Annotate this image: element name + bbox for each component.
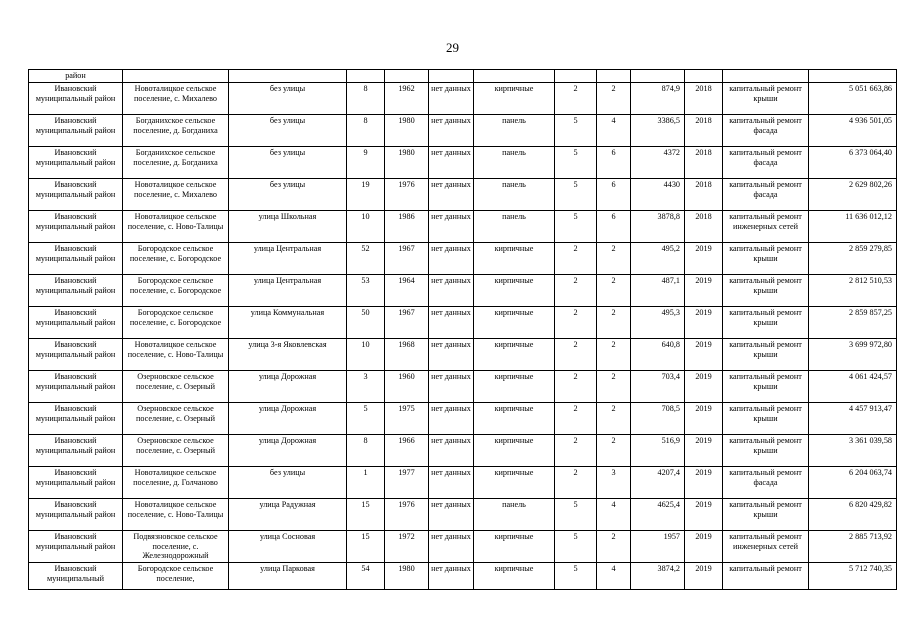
cell-settlement: Богородское сельское поселение,: [123, 563, 229, 590]
cell-wall-material: кирпичные: [474, 339, 555, 371]
cell-area: 640,8: [631, 339, 685, 371]
cell-house-number: 15: [347, 531, 385, 563]
cell-cost: 5 712 740,35: [809, 563, 897, 590]
table-row: [29, 179, 897, 211]
cell-area: 3874,2: [631, 563, 685, 590]
cell-floors: 2: [555, 243, 597, 275]
cell-settlement: Озерновское сельское поселение, с. Озерный: [123, 371, 229, 403]
cell-wall-material: кирпичные: [474, 243, 555, 275]
cell-entrances: 6: [597, 179, 631, 211]
cell-build-year: 1976: [385, 179, 429, 211]
cell-category: нет данных: [429, 403, 474, 435]
cell-house-number: 50: [347, 307, 385, 339]
cell-build-year: 1986: [385, 211, 429, 243]
cell-build-year: 1967: [385, 243, 429, 275]
cell-works-type: капитальный ремонт крыши: [723, 371, 809, 403]
cell-cost: 2 859 279,85: [809, 243, 897, 275]
cell-wall-material: панель: [474, 499, 555, 531]
cell-category: нет данных: [429, 83, 474, 115]
cell-area: 4372: [631, 147, 685, 179]
cell-wall-material: кирпичные: [474, 531, 555, 563]
cell-plan-year: 2018: [685, 147, 723, 179]
cell-district: Ивановский муниципальный район: [29, 115, 123, 147]
table-row: [29, 147, 897, 179]
cell-works-type: капитальный ремонт крыши: [723, 275, 809, 307]
cell-district: Ивановский муниципальный район: [29, 307, 123, 339]
cell-entrances: 3: [597, 467, 631, 499]
cell-works-type: капитальный ремонт фасада: [723, 467, 809, 499]
cell-district: Ивановский муниципальный район: [29, 467, 123, 499]
cell-category: нет данных: [429, 467, 474, 499]
table-row-continued: [29, 70, 897, 83]
cell-plan-year: 2019: [685, 531, 723, 563]
cell-works-type: капитальный ремонт крыши: [723, 403, 809, 435]
cell-settlement: Богданихское сельское поселение, д. Богданиха: [123, 147, 229, 179]
cell-street: улица Школьная: [229, 211, 347, 243]
cell-district: Ивановский муниципальный район: [29, 371, 123, 403]
table-row: [29, 211, 897, 243]
cell-settlement: Новоталицкое сельское поселение, с. Михалево: [123, 83, 229, 115]
cell-works-type: капитальный ремонт инженерных сетей: [723, 211, 809, 243]
cell-floors: 2: [555, 275, 597, 307]
cell-plan-year: 2019: [685, 371, 723, 403]
cell-house-number: 8: [347, 115, 385, 147]
cell-cost: 6 820 429,82: [809, 499, 897, 531]
table-row: [29, 403, 897, 435]
cell-floors: 2: [555, 83, 597, 115]
cell-plan-year: 2018: [685, 115, 723, 147]
cell-category: нет данных: [429, 211, 474, 243]
cell-plan-year: 2019: [685, 243, 723, 275]
cell-build-year: 1980: [385, 563, 429, 590]
cell-settlement: Подвязновское сельское поселение, с. Железнодорожный: [123, 531, 229, 563]
cell-entrances: 2: [597, 275, 631, 307]
cell-area: 708,5: [631, 403, 685, 435]
table-row: [29, 307, 897, 339]
cell-settlement: Озерновское сельское поселение, с. Озерный: [123, 435, 229, 467]
cell-street: улица 3-я Яковлевская: [229, 339, 347, 371]
cell-house-number: 52: [347, 243, 385, 275]
cell-house-number: 10: [347, 211, 385, 243]
table-row: [29, 243, 897, 275]
cell-cost: 6 204 063,74: [809, 467, 897, 499]
cell-entrances: 2: [597, 531, 631, 563]
cell-cost: 4 936 501,05: [809, 115, 897, 147]
cell-cost: 4 061 424,57: [809, 371, 897, 403]
cell-plan-year: 2019: [685, 467, 723, 499]
cell-wall-material: кирпичные: [474, 371, 555, 403]
table-row: [29, 371, 897, 403]
cell-floors: 5: [555, 147, 597, 179]
cell-settlement: Богородское сельское поселение, с. Богородское: [123, 275, 229, 307]
cell-cost: 5 051 663,86: [809, 83, 897, 115]
cell-house-number: 53: [347, 275, 385, 307]
cell-settlement: Озерновское сельское поселение, с. Озерный: [123, 403, 229, 435]
cell-cost: 2 859 857,25: [809, 307, 897, 339]
cell-district: Ивановский муниципальный район: [29, 499, 123, 531]
cell-floors: 5: [555, 179, 597, 211]
cell-category: нет данных: [429, 179, 474, 211]
cell-street: улица Сосновая: [229, 531, 347, 563]
cell-area: 4207,4: [631, 467, 685, 499]
cell-street: улица Дорожная: [229, 371, 347, 403]
cell-works-type: капитальный ремонт инженерных сетей: [723, 531, 809, 563]
cell-house-number: 8: [347, 83, 385, 115]
cell-cost: 2 812 510,53: [809, 275, 897, 307]
cell-build-year: 1966: [385, 435, 429, 467]
cell-category: нет данных: [429, 147, 474, 179]
cell-district: Ивановский муниципальный район: [29, 403, 123, 435]
cell-plan-year: 2019: [685, 435, 723, 467]
cell-settlement: Новоталицкое сельское поселение, с. Ново-Талицы: [123, 211, 229, 243]
cell-district: Ивановский муниципальный: [29, 563, 123, 590]
cell-street: улица Центральная: [229, 243, 347, 275]
cell-district: Ивановский муниципальный район: [29, 83, 123, 115]
cell-works-type: капитальный ремонт крыши: [723, 435, 809, 467]
table-row: [29, 499, 897, 531]
cell-street: улица Дорожная: [229, 435, 347, 467]
cell-area: 516,9: [631, 435, 685, 467]
housing-repair-table: [28, 69, 897, 590]
cell-plan-year: 2019: [685, 339, 723, 371]
cell-cost: 3 699 972,80: [809, 339, 897, 371]
cell-house-number: 1: [347, 467, 385, 499]
cell-floors: 5: [555, 211, 597, 243]
cell-floors: 2: [555, 403, 597, 435]
cell-build-year: 1968: [385, 339, 429, 371]
cell-category: нет данных: [429, 371, 474, 403]
cell-cost: 2 629 802,26: [809, 179, 897, 211]
cell-area: 495,2: [631, 243, 685, 275]
cell-floors: 5: [555, 563, 597, 590]
cell-entrances: 4: [597, 115, 631, 147]
cell-area: 703,4: [631, 371, 685, 403]
cell-category: нет данных: [429, 531, 474, 563]
cell-area: 874,9: [631, 83, 685, 115]
cell-district: Ивановский муниципальный район: [29, 531, 123, 563]
cell-wall-material: панель: [474, 211, 555, 243]
cell-entrances: 6: [597, 211, 631, 243]
page-number: 29: [446, 40, 459, 55]
cell-district: район: [29, 70, 123, 83]
cell-cost: 4 457 913,47: [809, 403, 897, 435]
cell-wall-material: кирпичные: [474, 563, 555, 590]
cell-district: Ивановский муниципальный район: [29, 435, 123, 467]
table-row: [29, 435, 897, 467]
cell-street: без улицы: [229, 83, 347, 115]
cell-entrances: 4: [597, 563, 631, 590]
cell-house-number: 54: [347, 563, 385, 590]
cell-street: без улицы: [229, 147, 347, 179]
cell-plan-year: 2019: [685, 403, 723, 435]
cell-settlement: Новоталицкое сельское поселение, с. Ново-Талицы: [123, 339, 229, 371]
cell-house-number: 9: [347, 147, 385, 179]
cell-wall-material: кирпичные: [474, 307, 555, 339]
cell-street: улица Коммунальная: [229, 307, 347, 339]
cell-category: нет данных: [429, 563, 474, 590]
cell-floors: 2: [555, 339, 597, 371]
cell-build-year: 1980: [385, 115, 429, 147]
cell-area: 487,1: [631, 275, 685, 307]
cell-plan-year: 2018: [685, 179, 723, 211]
cell-cost: 3 361 039,58: [809, 435, 897, 467]
cell-build-year: 1964: [385, 275, 429, 307]
cell-settlement: Богородское сельское поселение, с. Богородское: [123, 243, 229, 275]
cell-works-type: капитальный ремонт фасада: [723, 147, 809, 179]
cell-street: улица Радужная: [229, 499, 347, 531]
cell-category: нет данных: [429, 275, 474, 307]
cell-district: Ивановский муниципальный район: [29, 243, 123, 275]
cell-plan-year: 2018: [685, 83, 723, 115]
table-row: [29, 467, 897, 499]
cell-floors: 2: [555, 371, 597, 403]
cell-category: нет данных: [429, 339, 474, 371]
cell-wall-material: панель: [474, 115, 555, 147]
cell-entrances: 2: [597, 403, 631, 435]
cell-works-type: капитальный ремонт крыши: [723, 307, 809, 339]
cell-settlement: Новоталицкое сельское поселение, д. Голчаново: [123, 467, 229, 499]
cell-house-number: 19: [347, 179, 385, 211]
cell-plan-year: 2019: [685, 307, 723, 339]
table-row: [29, 563, 897, 590]
cell-area: 4430: [631, 179, 685, 211]
cell-build-year: 1967: [385, 307, 429, 339]
cell-works-type: капитальный ремонт крыши: [723, 339, 809, 371]
cell-district: Ивановский муниципальный район: [29, 147, 123, 179]
cell-category: нет данных: [429, 435, 474, 467]
cell-settlement: Богородское сельское поселение, с. Богородское: [123, 307, 229, 339]
table-row: [29, 83, 897, 115]
cell-house-number: 10: [347, 339, 385, 371]
cell-build-year: 1977: [385, 467, 429, 499]
cell-entrances: 2: [597, 371, 631, 403]
cell-category: нет данных: [429, 115, 474, 147]
cell-wall-material: панель: [474, 179, 555, 211]
cell-floors: 5: [555, 115, 597, 147]
cell-cost: 11 636 012,12: [809, 211, 897, 243]
cell-district: Ивановский муниципальный район: [29, 179, 123, 211]
cell-entrances: 2: [597, 243, 631, 275]
cell-district: Ивановский муниципальный район: [29, 339, 123, 371]
cell-works-type: капитальный ремонт крыши: [723, 83, 809, 115]
cell-area: 495,3: [631, 307, 685, 339]
cell-floors: 2: [555, 307, 597, 339]
cell-district: Ивановский муниципальный район: [29, 211, 123, 243]
cell-works-type: капитальный ремонт крыши: [723, 499, 809, 531]
cell-floors: 2: [555, 467, 597, 499]
table-row: [29, 115, 897, 147]
cell-street: без улицы: [229, 179, 347, 211]
cell-entrances: 2: [597, 307, 631, 339]
cell-area: 3386,5: [631, 115, 685, 147]
cell-house-number: 5: [347, 403, 385, 435]
cell-house-number: 15: [347, 499, 385, 531]
cell-entrances: 2: [597, 435, 631, 467]
cell-category: нет данных: [429, 243, 474, 275]
cell-area: 1957: [631, 531, 685, 563]
cell-plan-year: 2019: [685, 275, 723, 307]
cell-wall-material: панель: [474, 147, 555, 179]
cell-wall-material: кирпичные: [474, 83, 555, 115]
cell-plan-year: 2018: [685, 211, 723, 243]
cell-street: улица Центральная: [229, 275, 347, 307]
cell-works-type: капитальный ремонт крыши: [723, 243, 809, 275]
cell-works-type: капитальный ремонт: [723, 563, 809, 590]
cell-works-type: капитальный ремонт фасада: [723, 115, 809, 147]
table-row: [29, 339, 897, 371]
cell-build-year: 1972: [385, 531, 429, 563]
cell-floors: 2: [555, 435, 597, 467]
cell-settlement: Богданихское сельское поселение, д. Богданиха: [123, 115, 229, 147]
cell-cost: 2 885 713,92: [809, 531, 897, 563]
cell-settlement: Новоталицкое сельское поселение, с. Михалево: [123, 179, 229, 211]
cell-area: 3878,8: [631, 211, 685, 243]
cell-build-year: 1980: [385, 147, 429, 179]
cell-entrances: 4: [597, 499, 631, 531]
cell-settlement: Новоталицкое сельское поселение, с. Ново-Талицы: [123, 499, 229, 531]
cell-entrances: 2: [597, 83, 631, 115]
cell-build-year: 1962: [385, 83, 429, 115]
cell-house-number: 8: [347, 435, 385, 467]
cell-street: улица Дорожная: [229, 403, 347, 435]
cell-build-year: 1975: [385, 403, 429, 435]
cell-wall-material: кирпичные: [474, 403, 555, 435]
cell-district: Ивановский муниципальный район: [29, 275, 123, 307]
table-row: [29, 531, 897, 563]
cell-build-year: 1960: [385, 371, 429, 403]
cell-wall-material: кирпичные: [474, 467, 555, 499]
cell-entrances: 2: [597, 339, 631, 371]
cell-street: улица Парковая: [229, 563, 347, 590]
cell-house-number: 3: [347, 371, 385, 403]
cell-entrances: 6: [597, 147, 631, 179]
cell-wall-material: кирпичные: [474, 435, 555, 467]
cell-cost: 6 373 064,40: [809, 147, 897, 179]
cell-street: без улицы: [229, 467, 347, 499]
cell-category: нет данных: [429, 307, 474, 339]
cell-floors: 5: [555, 531, 597, 563]
cell-wall-material: кирпичные: [474, 275, 555, 307]
cell-plan-year: 2019: [685, 563, 723, 590]
cell-works-type: капитальный ремонт фасада: [723, 179, 809, 211]
cell-plan-year: 2019: [685, 499, 723, 531]
cell-street: без улицы: [229, 115, 347, 147]
cell-floors: 5: [555, 499, 597, 531]
cell-build-year: 1976: [385, 499, 429, 531]
cell-category: нет данных: [429, 499, 474, 531]
table-row: [29, 275, 897, 307]
cell-area: 4625,4: [631, 499, 685, 531]
